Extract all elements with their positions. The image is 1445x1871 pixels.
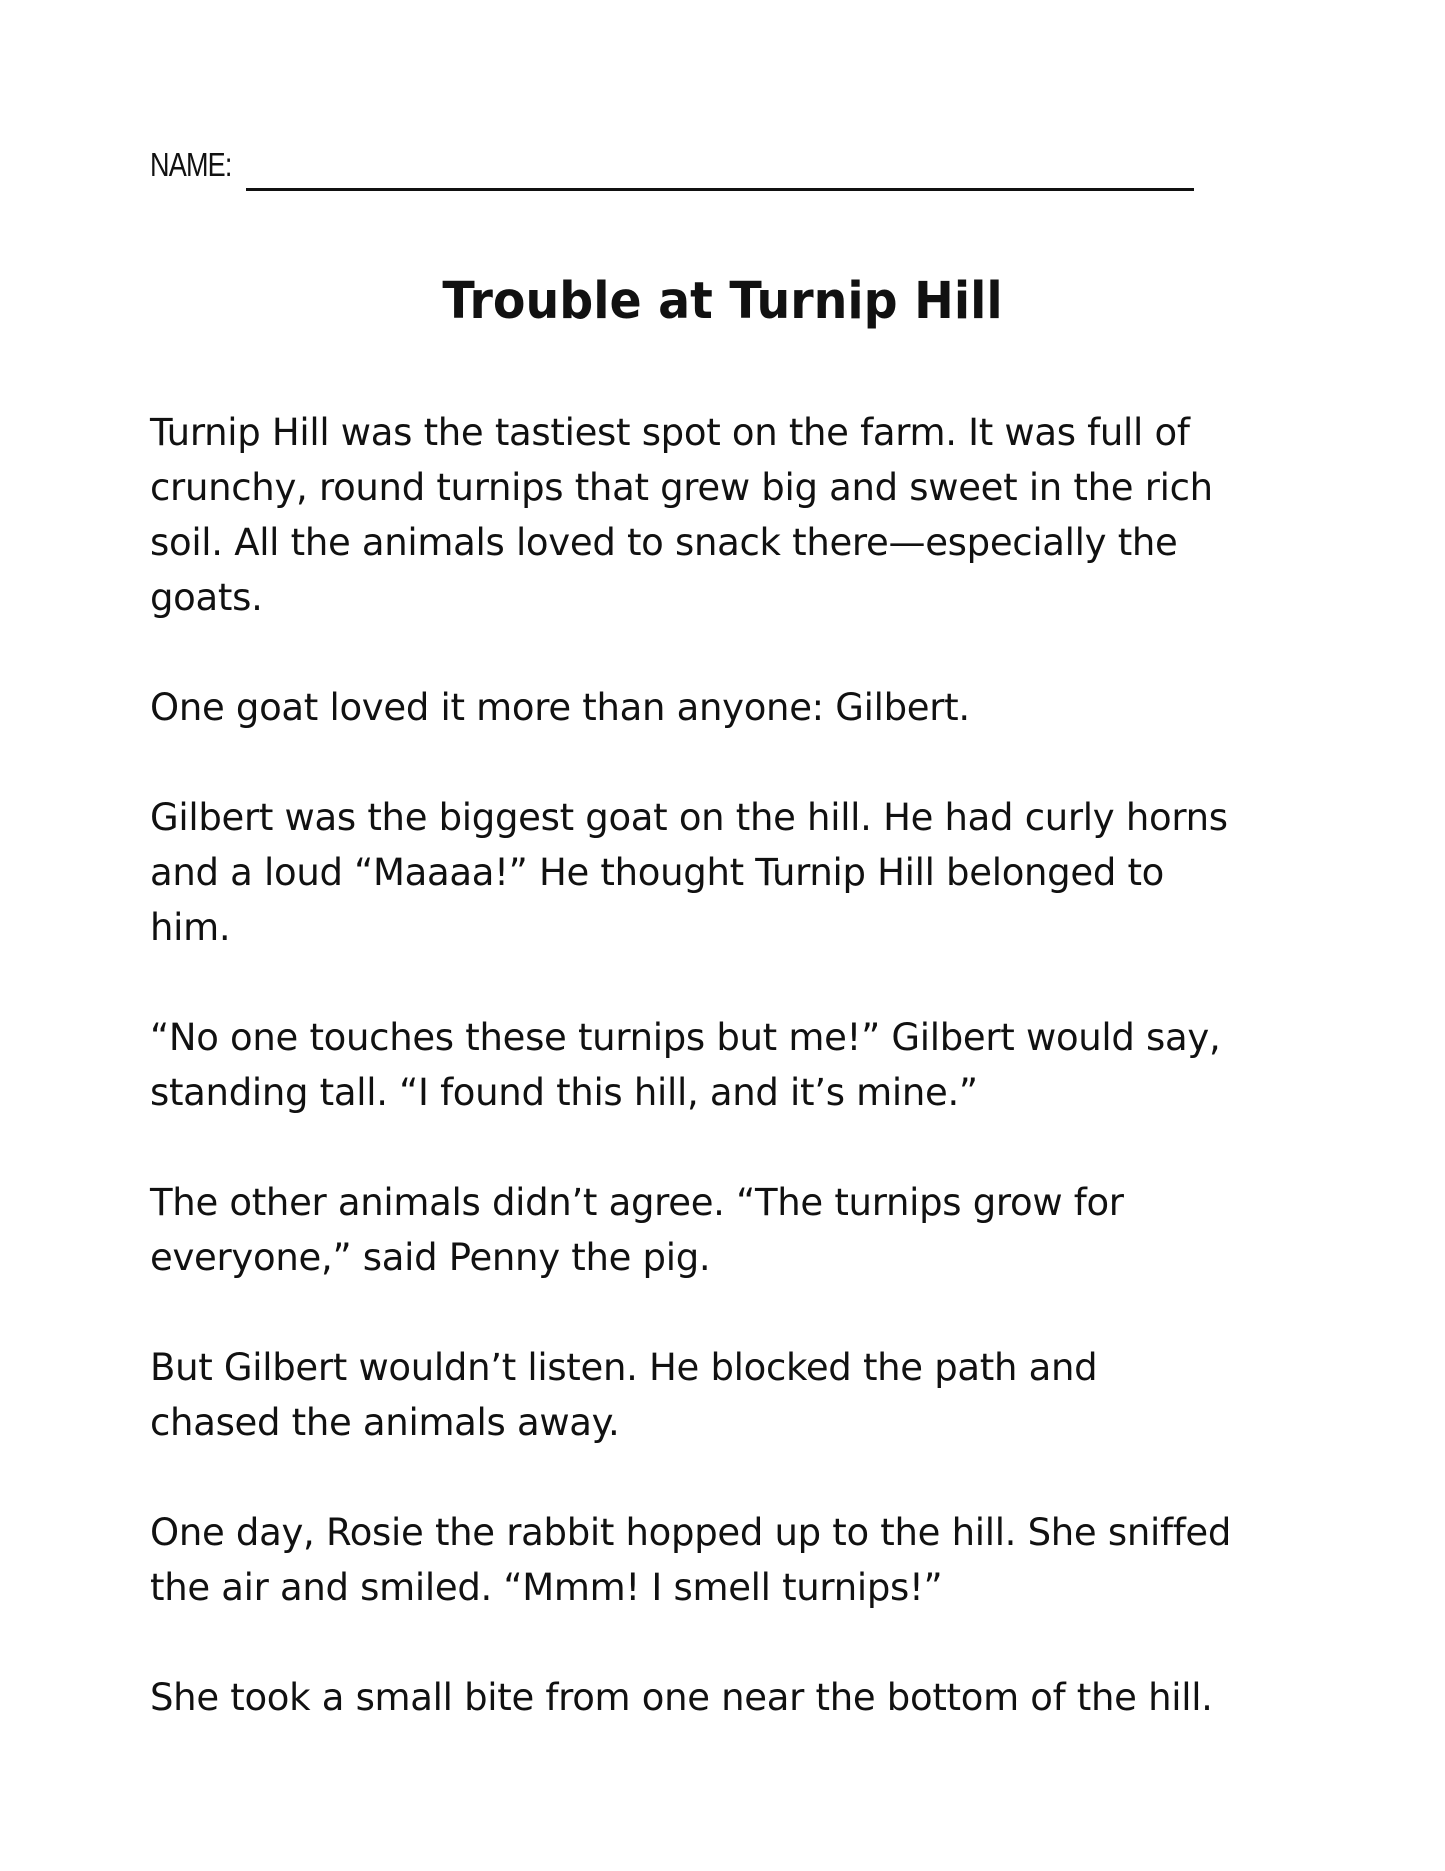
story-line: Gilbert was the biggest goat on the hill. He had curly horns	[150, 796, 1228, 839]
story-line: The other animals didn’t agree. “The turnips grow for	[150, 1181, 1124, 1224]
story-line: One goat loved it more than anyone: Gilbert.	[150, 686, 970, 729]
story-line: soil. All the animals loved to snack there—especially the	[150, 521, 1178, 564]
name-blank-line	[246, 188, 1194, 191]
story-line: him.	[150, 906, 231, 949]
name-row	[150, 148, 250, 181]
story-body	[150, 405, 1310, 1780]
story-line: But Gilbert wouldn’t listen. He blocked the path and	[150, 1346, 1098, 1389]
story-paragraph	[150, 680, 1310, 735]
story-line: crunchy, round turnips that grew big and sweet in the rich	[150, 466, 1213, 509]
story-line: standing tall. “I found this hill, and it’s mine.”	[150, 1071, 978, 1114]
story-line: and a loud “Maaaa!” He thought Turnip Hill belonged to	[150, 851, 1165, 894]
story-line: goats.	[150, 576, 263, 619]
story-paragraph	[150, 790, 1310, 955]
story-paragraph	[150, 1505, 1310, 1615]
story-line: Turnip Hill was the tastiest spot on the farm. It was full of	[150, 411, 1190, 454]
story-paragraph	[150, 1175, 1310, 1285]
story-paragraph	[150, 1670, 1310, 1725]
story-line: She took a small bite from one near the bottom of the hill.	[150, 1676, 1213, 1719]
story-line: “No one touches these turnips but me!” Gilbert would say,	[150, 1016, 1221, 1059]
story-paragraph	[150, 405, 1310, 625]
story-line: chased the animals away.	[150, 1401, 620, 1444]
story-line: everyone,” said Penny the pig.	[150, 1236, 711, 1279]
story-title: Trouble at Turnip Hill	[442, 272, 1003, 331]
name-label: NAME:	[150, 146, 232, 183]
story-line: One day, Rosie the rabbit hopped up to the hill. She sniffed	[150, 1511, 1232, 1554]
story-paragraph	[150, 1340, 1310, 1450]
story-paragraph	[150, 1010, 1310, 1120]
story-line: the air and smiled. “Mmm! I smell turnips!”	[150, 1566, 943, 1609]
